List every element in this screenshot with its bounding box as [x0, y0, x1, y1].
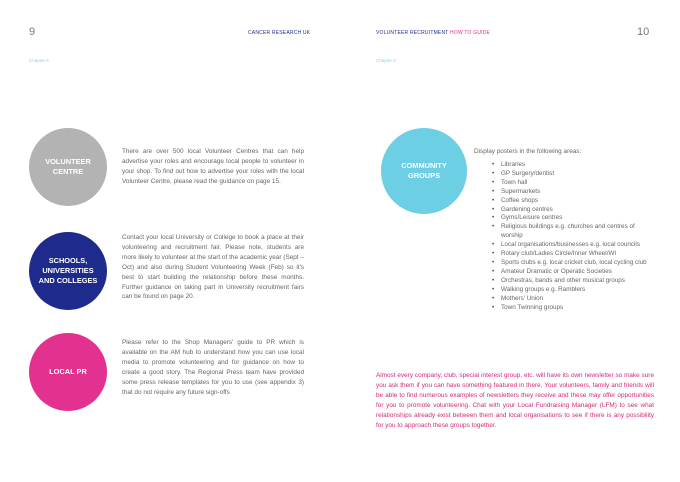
- community-groups-circle: COMMUNITY GROUPS: [381, 128, 467, 214]
- running-header-right: [376, 30, 490, 36]
- volunteer-centre-text: There are over 500 local Volunteer Centres that can help advertise your roles and encourage local people to volunteer in your shop. To find out how to advertise your roles with the local Volunteer Centre, please read the guidance on page 15.: [122, 148, 304, 185]
- chapter-label-right: Chapter 6: [376, 58, 396, 63]
- chapter-label-left: Chapter 6: [29, 58, 49, 63]
- list-item: • Supermarkets: [492, 188, 654, 197]
- list-item: • Mothers' Union: [492, 295, 654, 304]
- poster-locations-list: [492, 161, 654, 312]
- page-number-left: 9: [29, 26, 36, 38]
- page-number-right: 10: [637, 26, 650, 38]
- list-item: • Coffee shops: [492, 197, 654, 206]
- local-pr-circle: LOCAL PR: [29, 333, 107, 411]
- list-item: • Religious buildings e.g. churches and centres of worship: [492, 223, 654, 241]
- list-item: • Town Twinning groups: [492, 304, 654, 313]
- list-item: • GP Surgery/dentist: [492, 170, 654, 179]
- list-item: • Gyms/Leisure centres: [492, 214, 654, 223]
- header-part2: HOW TO GUIDE: [450, 30, 491, 36]
- newsletter-paragraph: Almost every company, club, special interest group, etc. will have its own newsletter so make sure you ask them if you can have something featured in there. Your volunteers, family and friends will be able to find numerous examples of newsletters they receive and these may offer opportunities for you to promote volunteering. Chat with your Local Fundraising Manager (LFM) to see what relationships already exist between them and local organisations to see if there is any possibility for you to approach these groups together.: [376, 372, 654, 429]
- schools-universities-text: Contact your local University or College to book a place at their volunteering and recruitment fair. Please note, students are more likely to volunteer at the start of the academic year (Sept – Oct) and also during Student Volunteering Week (Feb) so it's best to start building the relationship before these months. Further guidance on taking part in University recruitment fairs can be found on page 20.: [122, 234, 304, 301]
- header-part1: VOLUNTEER RECRUITMENT: [376, 30, 449, 36]
- list-item: • Orchestras, bands and other musical groups: [492, 277, 654, 286]
- list-item: • Town hall: [492, 179, 654, 188]
- running-header-left: CANCER RESEARCH UK: [248, 30, 311, 36]
- list-item: • Libraries: [492, 161, 654, 170]
- schools-universities-circle: SCHOOLS, UNIVERSITIES AND COLLEGES: [29, 232, 107, 310]
- list-item: • Walking groups e.g. Ramblers: [492, 286, 654, 295]
- list-item: • Amateur Dramatic or Operatic Societies: [492, 268, 654, 277]
- posters-intro: Display posters in the following areas:: [474, 148, 582, 155]
- volunteer-centre-circle: VOLUNTEER CENTRE: [29, 128, 107, 206]
- local-pr-text: Please refer to the Shop Managers' guide to PR which is available on the AM hub to understand how you can use local media to promote volunteering and for guidance on how to create a good story. The Regional Press team have provided some press release templates for you to use (see appendix 3) that do not require any future sign-offs: [122, 339, 304, 396]
- list-item: • Local organisations/businesses e.g. local councils: [492, 241, 654, 250]
- list-item: • Rotary club/Ladies Circle/Inner Wheel/WI: [492, 250, 654, 259]
- list-item: • Sports clubs e.g. local cricket club, local cycling club: [492, 259, 654, 268]
- list-item: • Gardening centres: [492, 206, 654, 215]
